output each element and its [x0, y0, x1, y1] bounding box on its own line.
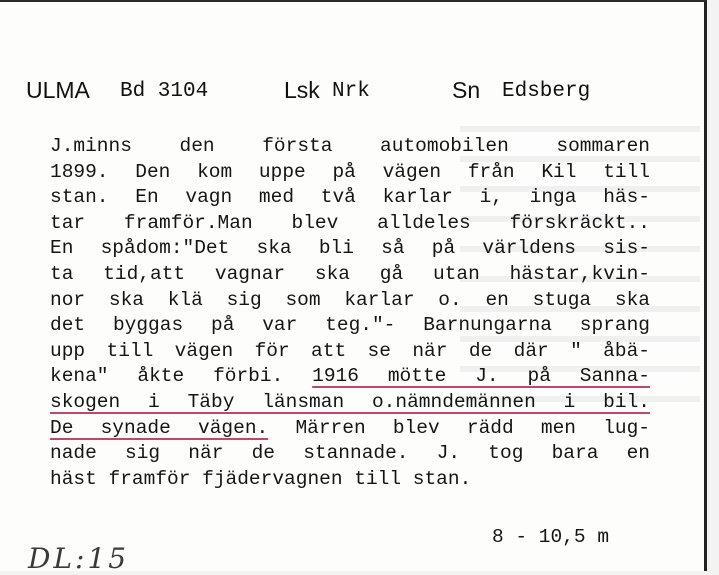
district-value: Nrk [332, 80, 370, 103]
record-text [50, 134, 650, 492]
underlined-passage: De synade vägen. [50, 416, 269, 439]
handwritten-code: DL:15 [28, 542, 130, 575]
parish-value: Edsberg [502, 80, 591, 103]
archive-label: ULMA [26, 77, 90, 103]
text-line: stan. En vagn med två karlar i, inga häs- [50, 186, 650, 209]
text-line [50, 390, 650, 416]
text-line: tar framför.Man blev alldeles förskräckt.. [50, 211, 650, 234]
text-line: upp till vägen för att se när de där " åbä- [50, 339, 650, 362]
text-line: J.minns den första automobilen sommaren [50, 135, 650, 157]
volume-number: Bd 3104 [120, 80, 209, 103]
text-line: ta tid,att vagnar ska gå utan hästar,kvin- [50, 262, 650, 285]
text-line: det byggas på var teg."- Barnungarna sprang [50, 314, 650, 337]
underlined-passage: skogen i Täby länsman o.nämndemännen i bil. [50, 390, 650, 413]
text-line: De synade vägen. Märren blev rädd men lug- [50, 416, 651, 439]
card-header [0, 74, 704, 108]
text-line: häst framför fjädervagnen till stan. [50, 467, 472, 490]
district-label: Lsk [284, 77, 320, 103]
text-line: nor ska klä sig som karlar o. en stuga ska [50, 288, 650, 311]
underlined-passage: 1916 mötte J. på Sanna- [312, 365, 650, 388]
text-line: En spådom:"Det ska bli så på världens sis- [50, 237, 650, 260]
measurement-note: 8 - 10,5 m [492, 526, 610, 548]
text-line: kena" åkte förbi. 1916 mötte J. på Sanna- [50, 365, 650, 388]
text-line: nade sig när de stannade. J. tog bara en [50, 442, 650, 465]
parish-label: Sn [452, 77, 481, 103]
text-line: 1899. Den kom uppe på vägen från Kil till [50, 160, 650, 183]
